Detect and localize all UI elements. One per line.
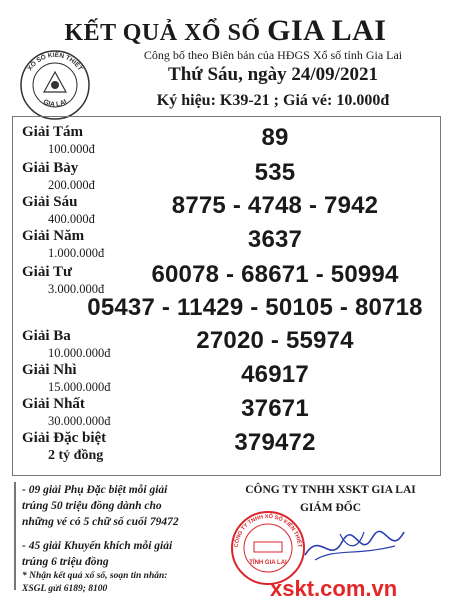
note-line: những vé có 5 chữ số cuối 79472: [22, 516, 179, 528]
prize-name: Giải Tám: [22, 124, 83, 140]
svg-text:GIA LAI: GIA LAI: [41, 98, 69, 109]
prize-numbers: 37671: [241, 395, 309, 422]
prize-amount: 10.000.000đ: [48, 346, 111, 360]
prize-amount: 100.000đ: [48, 142, 95, 156]
prize-numbers: 3637: [247, 226, 303, 253]
watermark: xskt.com.vn: [270, 576, 398, 601]
prize-name: Giải Nhất: [22, 396, 85, 412]
signature-icon: [300, 520, 410, 570]
prize-numbers: 46917: [241, 361, 309, 388]
prize-amount: 400.000đ: [48, 212, 95, 226]
prize-amount: 1.000.000đ: [48, 246, 105, 260]
note-line: trúng 6 triệu đồng: [22, 556, 109, 568]
page-title: [0, 14, 451, 48]
prize-name: Giải Nhì: [22, 362, 77, 378]
prize-amount: 200.000đ: [48, 178, 95, 192]
prize-name: Giải Tư: [22, 264, 72, 280]
ticket-code: Ký hiệu: K39-21 ; Giá vé: 10.000đ: [156, 92, 390, 109]
announcement: Công bố theo Biên bản của HĐGS Xổ số tỉnh Gia Lai: [143, 48, 403, 62]
seal-icon: [18, 48, 92, 122]
note-line: - 09 giải Phụ Đặc biệt mỗi giải: [22, 484, 168, 496]
svg-text:CÔNG TY TNHH XỔ SỐ KIẾN THIẾT: CÔNG TY TNHH XỔ SỐ KIẾN THIẾT: [233, 513, 303, 548]
note-line: trúng 50 triệu đồng dành cho: [22, 500, 162, 512]
prize-numbers: 8775 - 4748 - 7942: [171, 192, 379, 219]
notes: [14, 482, 222, 594]
note-line: - 45 giải Khuyến khích mỗi giải: [22, 540, 173, 552]
prize-name: Giải Năm: [22, 228, 85, 244]
prize-amount: 3.000.000đ: [48, 282, 105, 296]
prize-numbers: 379472: [234, 429, 316, 456]
prize-name: Giải Sáu: [22, 194, 78, 210]
company-name: CÔNG TY TNHH XSKT GIA LAI: [245, 484, 416, 496]
title-place: GIA LAI: [267, 14, 387, 47]
prize-amount: 15.000.000đ: [48, 380, 111, 394]
svg-text:TỈNH GIA LAI: TỈNH GIA LAI: [249, 560, 287, 566]
prize-numbers: 27020 - 55974: [196, 327, 354, 354]
draw-date: Thứ Sáu, ngày 24/09/2021: [168, 64, 378, 85]
prize-numbers-row2: 05437 - 11429 - 50105 - 80718: [87, 294, 423, 321]
prize-name: Giải Ba: [22, 328, 71, 344]
prize-numbers: 535: [254, 159, 296, 186]
prize-name: Giải Bảy: [22, 160, 79, 176]
svg-text:XỔ SỐ KIẾN THIẾT: XỔ SỐ KIẾN THIẾT: [26, 51, 84, 73]
prize-numbers: 89: [261, 124, 289, 151]
signer-role: GIÁM ĐỐC: [299, 502, 361, 514]
prize-name: Giải Đặc biệt: [22, 430, 107, 446]
prize-numbers: 60078 - 68671 - 50994: [151, 261, 399, 288]
prize-amount: 30.000.000đ: [48, 414, 111, 428]
prize-amount: 2 tỷ đồng: [48, 448, 104, 463]
title-prefix: KẾT QUẢ XỔ SỐ: [64, 20, 261, 46]
note-line: * Nhận kết quả xổ số, soạn tin nhắn:: [22, 571, 168, 581]
note-line: XSGL gửi 6189; 8100: [22, 584, 108, 594]
